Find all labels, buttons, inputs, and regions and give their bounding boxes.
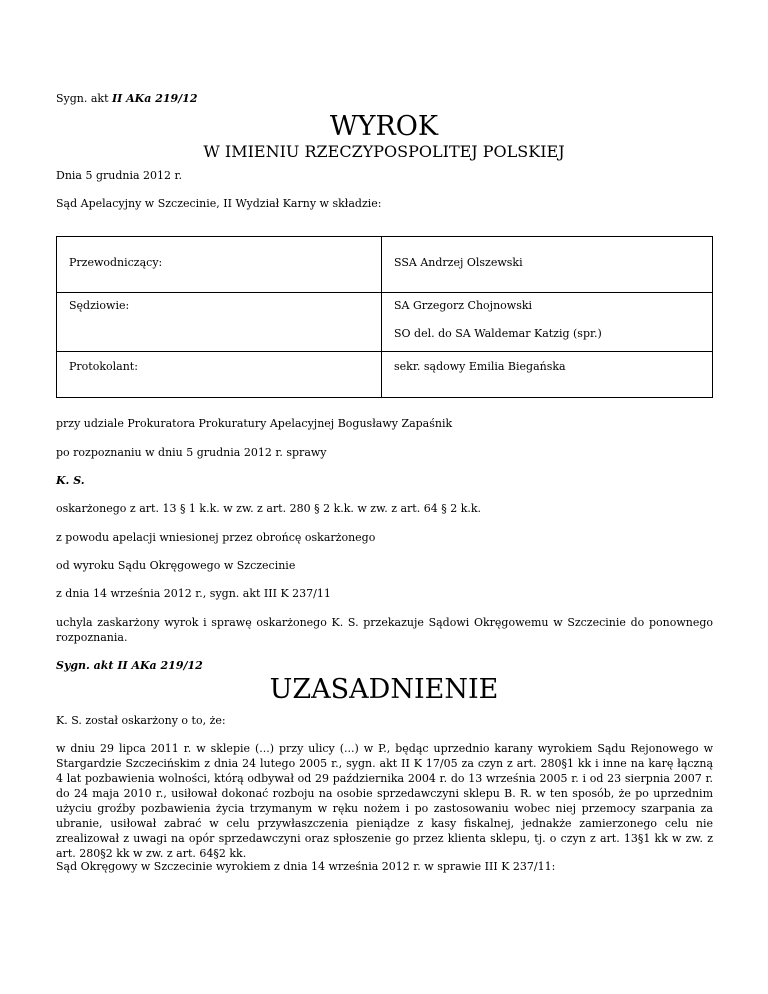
district-court-line: Sąd Okręgowy w Szczecinie wyrokiem z dnia 14 września 2012 r. w sprawie III K 237/11: [56, 860, 556, 873]
bench-row-judges [57, 293, 713, 352]
case-signature-prefix: Sygn. akt [56, 92, 113, 105]
date-ref-line: z dnia 14 września 2012 r., sygn. akt III K 237/11 [56, 587, 331, 600]
appeal-line: z powodu apelacji wniesionej przez obrońcę oskarżonego [56, 531, 376, 544]
document-subtitle: W IMIENIU RZECZYPOSPOLITEJ POLSKIEJ [203, 142, 565, 161]
case-signature [56, 91, 197, 106]
clerk-value: sekr. sądowy Emilia Biegańska [394, 360, 566, 373]
judge-1: SA Grzegorz Chojnowski [394, 299, 533, 312]
bench-label-cell [57, 352, 382, 398]
bench-value-cell [382, 293, 713, 352]
accused-line: K. S. został oskarżony o to, że: [56, 714, 226, 727]
charge-line: oskarżonego z art. 13 § 1 k.k. w zw. z art. 280 § 2 k.k. w zw. z art. 64 § 2 k.k. [56, 502, 482, 515]
charge-paragraph: w dniu 29 lipca 2011 r. w sklepie (...) przy ulicy (...) w P., będąc uprzednio karany wyrokiem Sądu Rejonowego w Stargardzie Szczecińskim z dnia 24 lutego 2005 r., sygn. akt II K 17/05 za czyn z art. 280§1 kk i inne na karę łączną 4 lat pozbawienia wolności, którą odbywał od 29 października 2004 r. do 13 września 2005 r. i od 23 sierpnia 2007 r. do 24 maja 2010 r., usiłował dokonać rozboju na osobie sprzedawczyni sklepu B. R. w ten sposób, że po uprzednim użyciu groźby pozbawienia życia trzymanym w ręku nożem i po zastosowaniu wobec niej przemocy szarpania za ubranie, usiłował zabrać w celu przywłaszczenia pieniądze z kasy fiskalnej, jednakże zamierzonego celu nie zrealizował z uwagi na opór sprzedawczyni oraz spłoszenie go przez klienta sklepu, tj. o czyn z art. 13§1 kk w zw. z art. 280§2 kk w zw. z art. 64§2 kk. [56, 742, 713, 860]
prosecutor-line: przy udziale Prokuratora Prokuratury Apelacyjnej Bogusławy Zapaśnik [56, 417, 453, 430]
bench-label-cell [57, 237, 382, 293]
from-judgment-line: od wyroku Sądu Okręgowego w Szczecinie [56, 559, 296, 572]
judgment-date: Dnia 5 grudnia 2012 r. [56, 169, 183, 182]
justification-title: UZASADNIENIE [269, 674, 499, 705]
bench-value-cell [382, 352, 713, 398]
bench-row-clerk [57, 352, 713, 398]
document-title: WYROK [329, 111, 439, 142]
justification-signature: Sygn. akt II AKa 219/12 [56, 659, 203, 672]
considered-line: po rozpoznaniu w dniu 5 grudnia 2012 r. sprawy [56, 446, 327, 459]
defendant-name: K. S. [56, 474, 85, 487]
judge-2: SO del. do SA Waldemar Katzig (spr.) [394, 327, 602, 340]
decision-paragraph: uchyla zaskarżony wyrok i sprawę oskarżonego K. S. przekazuje Sądowi Okręgowemu w Szczecinie do ponownego rozpoznania. [56, 616, 713, 644]
bench-value-cell [382, 237, 713, 293]
clerk-label: Protokolant: [69, 360, 138, 373]
bench-row-chair [57, 237, 713, 293]
bench-table [56, 236, 713, 398]
case-signature-value: II AKa 219/12 [112, 92, 198, 105]
chair-label: Przewodniczący: [69, 256, 163, 269]
chair-value: SSA Andrzej Olszewski [394, 256, 523, 269]
court-composition: Sąd Apelacyjny w Szczecinie, II Wydział Karny w składzie: [56, 197, 382, 210]
judges-label: Sędziowie: [69, 299, 130, 312]
bench-label-cell [57, 293, 382, 352]
